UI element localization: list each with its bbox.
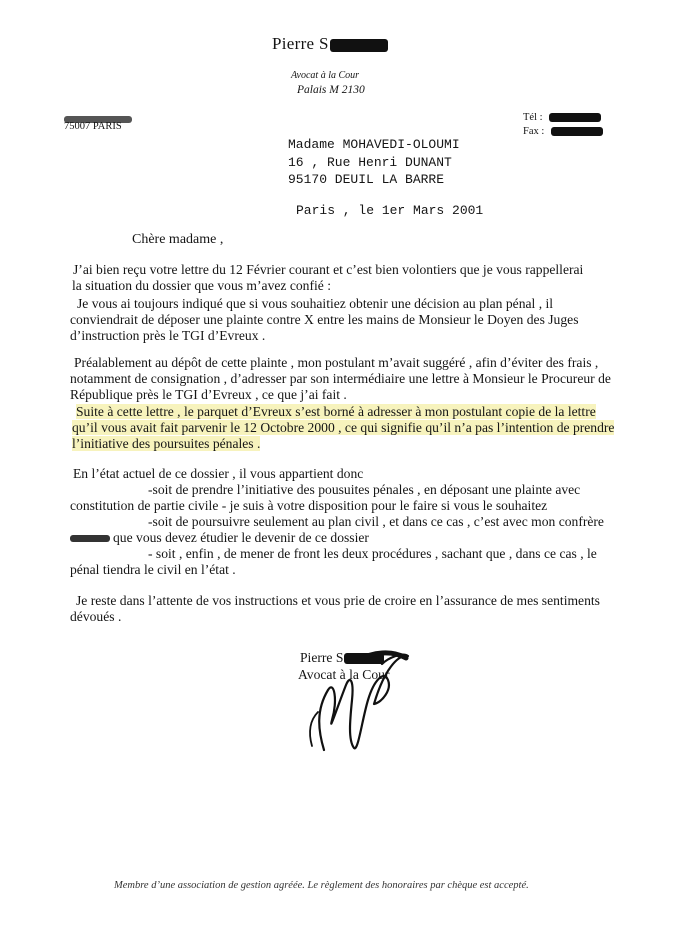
text-line bbox=[70, 530, 604, 546]
text-line: J’ai bien reçu votre lettre du 12 Février courant et c’est bien volontiers que je vous rappellerai bbox=[73, 262, 584, 277]
paragraph-3 bbox=[70, 355, 611, 403]
paragraph-2 bbox=[70, 296, 578, 344]
letterhead-name bbox=[272, 34, 388, 54]
redaction-mark bbox=[330, 39, 388, 52]
highlighted-text: qu’il vous avait fait parvenir le 12 Octobre 2000 , ce qui signifie qu’il n’a pas l’intention de prendre bbox=[72, 420, 615, 435]
text-line bbox=[72, 420, 614, 436]
tel-label: Tél : bbox=[523, 112, 543, 123]
sender-city: 75007 PARIS bbox=[64, 121, 122, 132]
text-line: la situation du dossier que vous m’avez confié : bbox=[72, 278, 331, 293]
text-line: Je vous ai toujours indiqué que si vous souhaitiez obtenir une décision au plan pénal , il bbox=[77, 296, 554, 311]
text-line: -soit de poursuivre seulement au plan civil , et dans ce cas , c’est avec mon confrère bbox=[148, 514, 604, 529]
footer-note: Membre d’une association de gestion agréée. Le règlement des honoraires par chèque est accepté. bbox=[114, 880, 529, 891]
letterhead-name-text: Pierre S bbox=[272, 34, 329, 53]
text-line: Préalablement au dépôt de cette plainte , mon postulant m’avait suggéré , afin d’éviter des frais , bbox=[74, 355, 599, 370]
text-line: - soit , enfin , de mener de front les deux procédures , sachant que , dans ce cas , le bbox=[148, 546, 597, 561]
text-line: En l’état actuel de ce dossier , il vous appartient donc bbox=[73, 466, 364, 481]
text-line: d’instruction près le TGI d’Evreux . bbox=[70, 328, 266, 343]
recipient-city: 95170 DEUIL LA BARRE bbox=[288, 172, 445, 187]
text-line bbox=[72, 404, 614, 420]
text-line: notamment de consignation , d’adresser par son intermédiaire une lettre à Monsieur le Procureur de bbox=[70, 371, 611, 386]
recipient-street: 16 , Rue Henri DUNANT bbox=[288, 155, 452, 170]
contact-tel bbox=[523, 112, 601, 123]
letterhead-title: Avocat à la Cour bbox=[291, 70, 360, 81]
text-segment: que vous devez étudier le devenir de ce dossier bbox=[113, 530, 369, 545]
signature-name-text: Pierre S bbox=[300, 650, 344, 665]
salutation: Chère madame , bbox=[132, 232, 224, 247]
highlighted-text: l’initiative des poursuites pénales . bbox=[72, 436, 261, 451]
text-line: dévoués . bbox=[70, 609, 122, 624]
signature-title: Avocat à la Cour bbox=[298, 667, 390, 682]
redaction-mark bbox=[70, 535, 110, 542]
paragraph-4-highlighted bbox=[72, 404, 614, 452]
letter-date: Paris , le 1er Mars 2001 bbox=[296, 203, 484, 218]
text-line: constitution de partie civile - je suis à votre disposition pour le faire si vous le souhaitez bbox=[70, 498, 548, 513]
fax-label: Fax : bbox=[523, 126, 545, 137]
text-line bbox=[72, 436, 614, 452]
text-line: Je reste dans l’attente de vos instructions et vous prie de croire en l’assurance de mes sentiments bbox=[76, 593, 600, 608]
redaction-mark bbox=[549, 113, 601, 122]
paragraph-1 bbox=[72, 262, 583, 294]
paragraph-6 bbox=[70, 593, 600, 625]
contact-fax bbox=[523, 126, 603, 137]
text-line: -soit de prendre l’initiative des pousuites pénales , en déposant une plainte avec bbox=[148, 482, 581, 497]
redaction-mark bbox=[551, 127, 603, 136]
text-line: République près le TGI d’Evreux , ce que j’ai fait . bbox=[70, 387, 347, 402]
letterhead-palais: Palais M 2130 bbox=[297, 84, 365, 96]
paragraph-5 bbox=[70, 466, 604, 578]
text-line: pénal tiendra le civil en l’état . bbox=[70, 562, 236, 577]
recipient-name: Madame MOHAVEDI-OLOUMI bbox=[288, 137, 460, 152]
text-line: conviendrait de déposer une plainte contre X entre les mains de Monsieur le Doyen des Juges bbox=[70, 312, 579, 327]
highlighted-text: Suite à cette lettre , le parquet d’Evreux s’est borné à adresser à mon postulant copie de la lettre bbox=[76, 404, 596, 419]
handwritten-signature bbox=[288, 640, 428, 760]
